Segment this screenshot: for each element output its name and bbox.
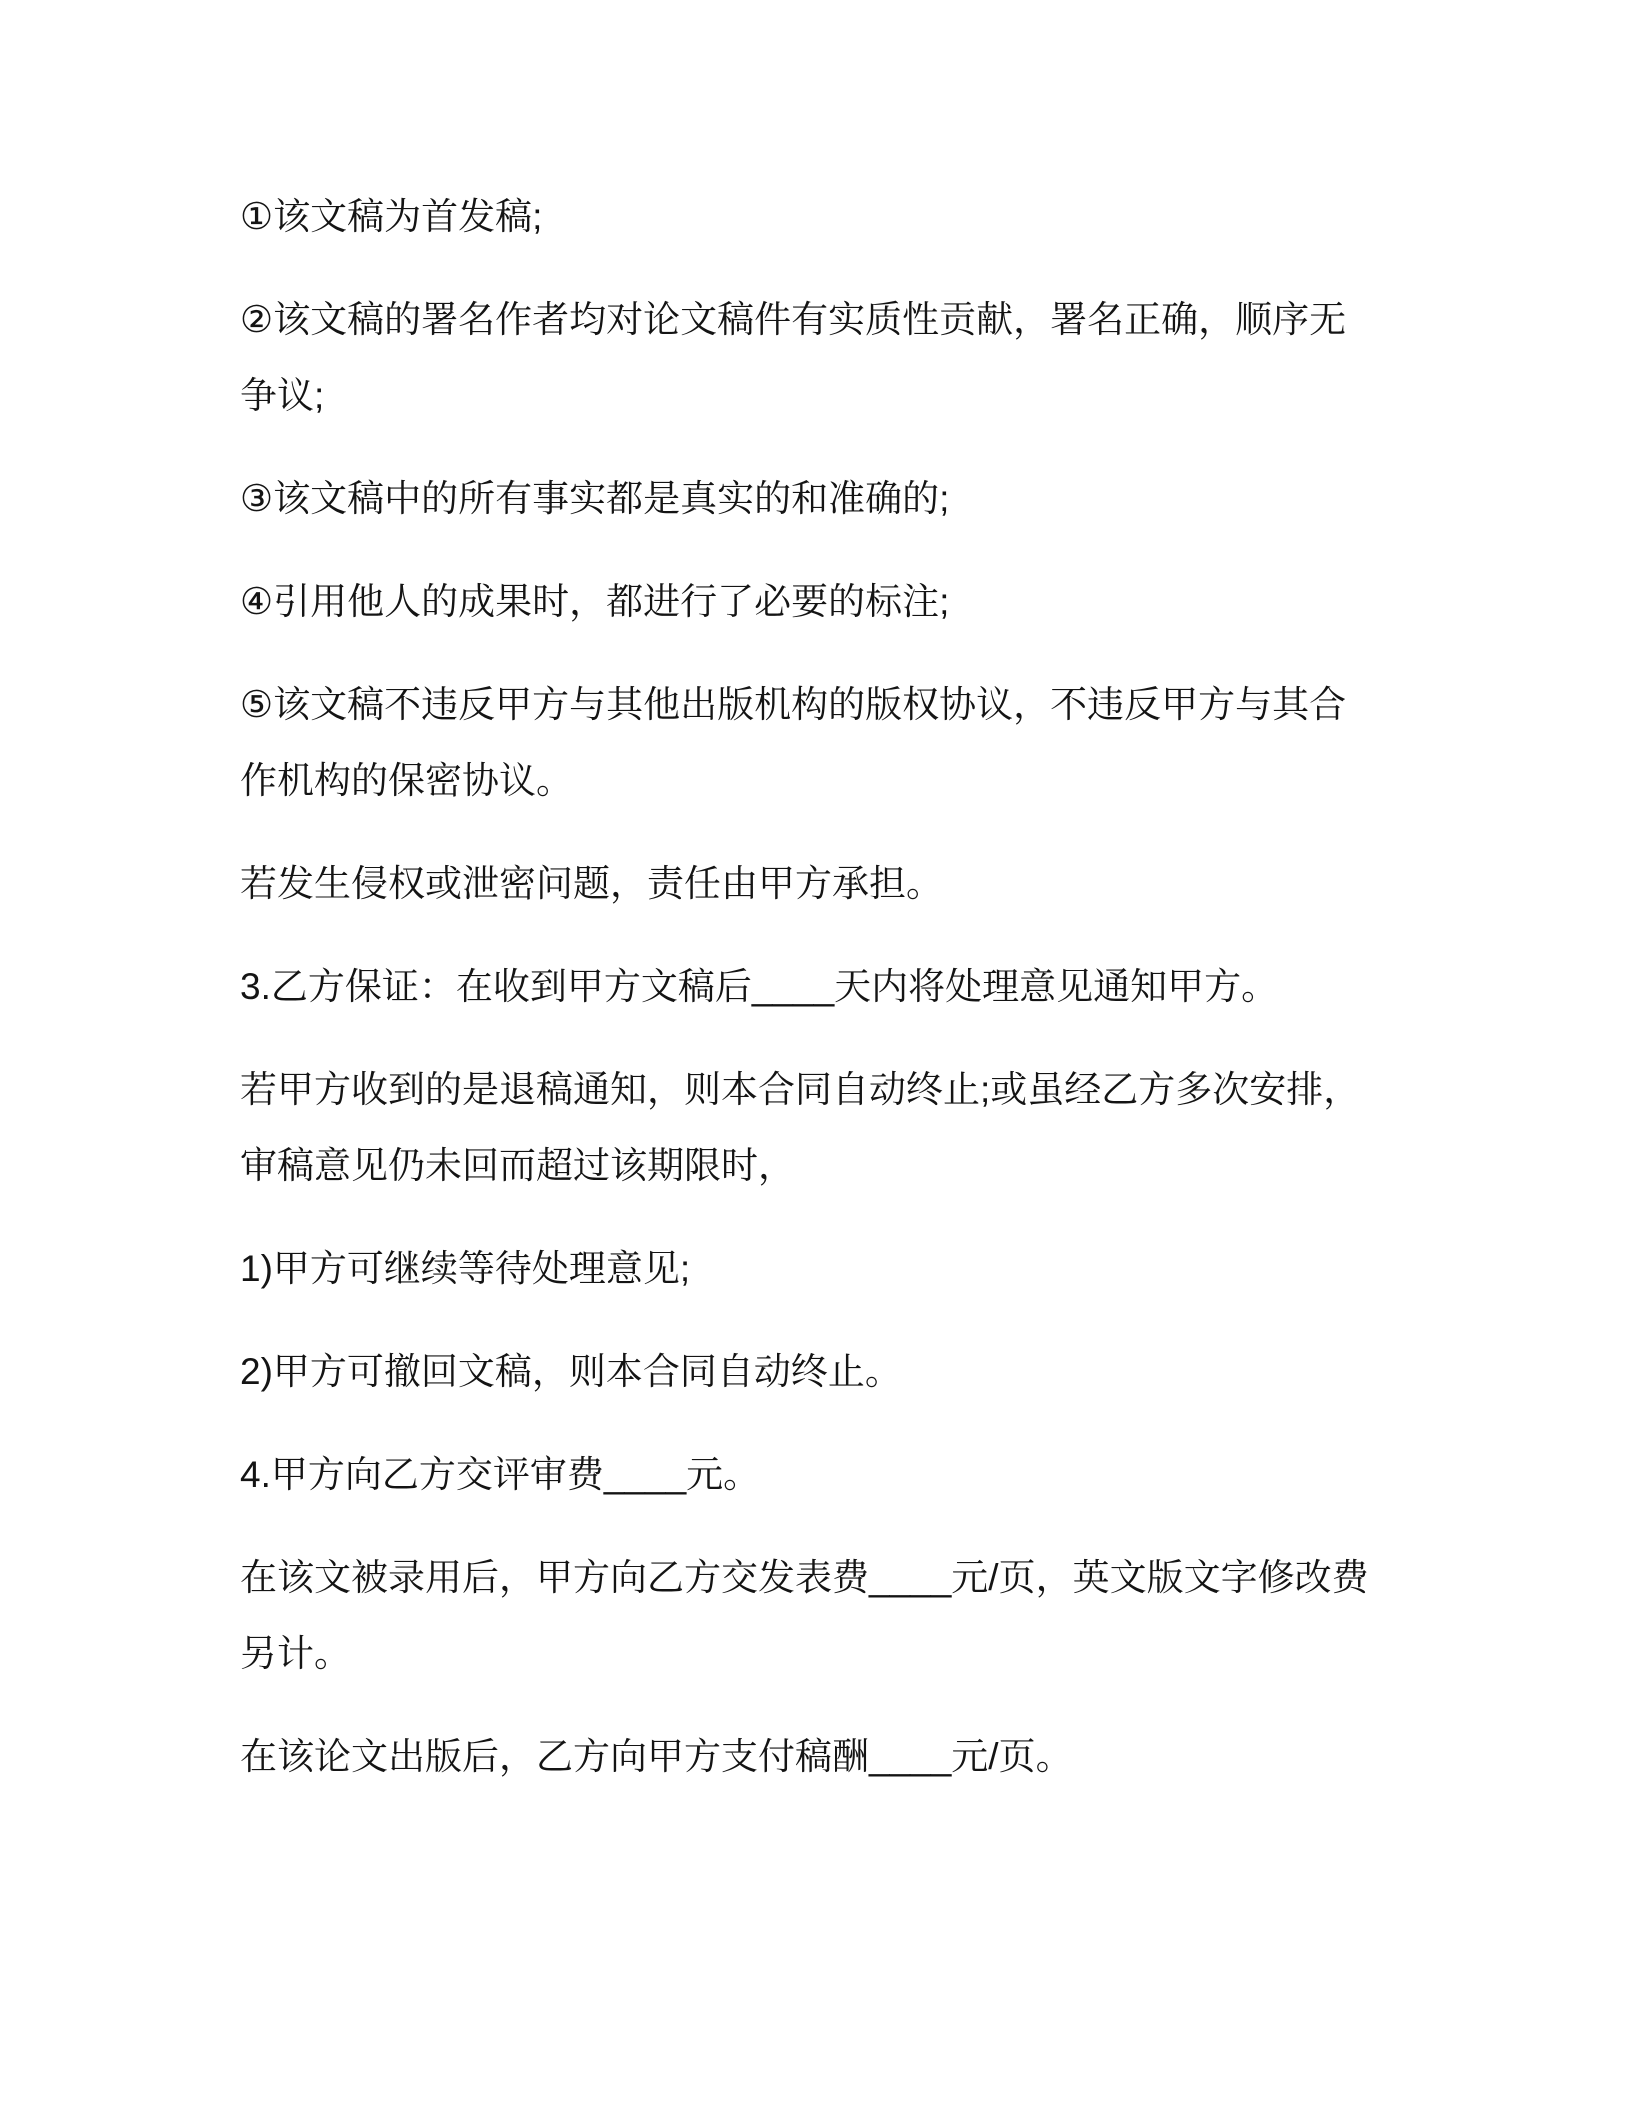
clause-4-review-fee: [240, 1437, 1392, 1513]
text-line: 在该文被录用后，甲方向乙方交发表费____元/页，英文版文字修改费: [240, 1557, 1369, 1598]
liability-clause: [240, 846, 1392, 922]
text-line: ④引用他人的成果时，都进行了必要的标注;: [240, 581, 950, 622]
publication-fee-clause: [240, 1540, 1392, 1692]
guarantee-item-4: [240, 564, 1392, 640]
text-line: ③该文稿中的所有事实都是真实的和准确的;: [240, 478, 950, 519]
text-line: 若发生侵权或泄密问题，责任由甲方承担。: [240, 863, 943, 904]
text-line: 4.甲方向乙方交评审费____元。: [240, 1454, 761, 1495]
clause-3-review-notice: [240, 949, 1392, 1025]
text-line: ⑤该文稿不违反甲方与其他出版机构的版权协议，不违反甲方与其合: [240, 684, 1347, 725]
guarantee-item-3: [240, 461, 1392, 537]
text-line: ①该文稿为首发稿;: [240, 196, 543, 237]
text-line: 2)甲方可撤回文稿，则本合同自动终止。: [240, 1351, 902, 1392]
guarantee-item-5: [240, 667, 1392, 819]
text-line: 另计。: [240, 1633, 351, 1674]
option-2-withdraw: [240, 1334, 1392, 1410]
guarantee-item-2: [240, 282, 1392, 434]
rejection-terms: [240, 1052, 1392, 1204]
guarantee-item-1: [240, 179, 1392, 255]
option-1-wait: [240, 1231, 1392, 1307]
text-line: 审稿意见仍未回而超过该期限时，: [240, 1145, 795, 1186]
royalty-clause: [240, 1719, 1392, 1795]
text-line: 争议;: [240, 375, 325, 416]
text-line: 1)甲方可继续等待处理意见;: [240, 1248, 691, 1289]
text-line: 若甲方收到的是退稿通知，则本合同自动终止;或虽经乙方多次安排，: [240, 1069, 1361, 1110]
text-line: 作机构的保密协议。: [240, 760, 573, 801]
text-line: ②该文稿的署名作者均对论文稿件有实质性贡献，署名正确，顺序无: [240, 299, 1347, 340]
text-line: 3.乙方保证：在收到甲方文稿后____天内将处理意见通知甲方。: [240, 966, 1279, 1007]
text-line: 在该论文出版后，乙方向甲方支付稿酬____元/页。: [240, 1736, 1073, 1777]
